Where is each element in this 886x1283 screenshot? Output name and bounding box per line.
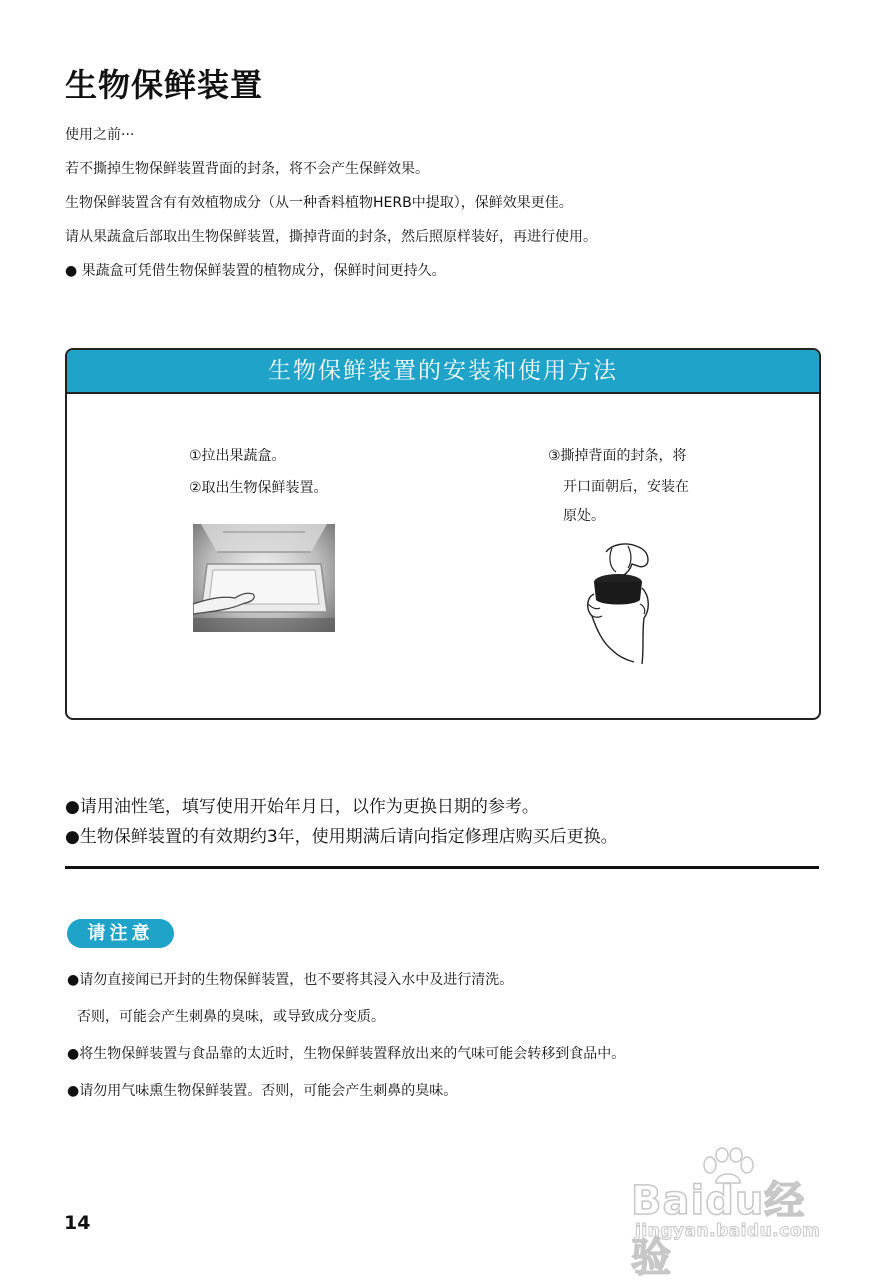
- page-number: 14: [64, 1212, 91, 1234]
- crisper-drawer-photo: [193, 524, 335, 632]
- section-divider: [65, 866, 819, 869]
- step-3-line-2: 开口面朝后，安装在: [563, 479, 689, 495]
- caution-item: ●请勿用气味熏生物保鲜装置。否则，可能会产生刺鼻的臭味。: [67, 1083, 458, 1099]
- watermark-brand: Baidu经验: [631, 1178, 806, 1281]
- install-box-header: 生物保鲜装置的安装和使用方法: [67, 350, 819, 394]
- page-title: 生物保鲜装置: [65, 66, 264, 104]
- notes-section: [65, 795, 618, 855]
- intro-line: 若不撕掉生物保鲜装置背面的封条，将不会产生保鲜效果。: [65, 161, 429, 177]
- caution-item: 否则，可能会产生刺鼻的臭味，或导致成分变质。: [77, 1009, 385, 1025]
- watermark-url: jingyan.baidu.com: [635, 1221, 821, 1241]
- install-instructions-box: [65, 348, 821, 720]
- baidu-watermark: [625, 1143, 835, 1281]
- caution-item: ●将生物保鲜装置与食品靠的太近时，生物保鲜装置释放出来的气味可能会转移到食品中。: [67, 1046, 626, 1062]
- note-line: ●生物保鲜装置的有效期约3年，使用期满后请向指定修理店购买后更换。: [65, 827, 618, 847]
- intro-line: 使用之前···: [65, 127, 135, 143]
- note-line: ●请用油性笔，填写使用开始年月日，以作为更换日期的参考。: [65, 797, 539, 817]
- hands-installing-device-illustration: [582, 538, 666, 670]
- intro-line: 生物保鲜装置含有有效植物成分（从一种香料植物HERB中提取），保鲜效果更佳。: [65, 195, 573, 211]
- caution-badge: 请注意: [67, 919, 174, 948]
- intro-line: 请从果蔬盒后部取出生物保鲜装置，撕掉背面的封条，然后照原样装好，再进行使用。: [65, 229, 597, 245]
- step-3-line-1: ③撕掉背面的封条，将: [548, 448, 687, 464]
- step-1: ①拉出果蔬盒。: [189, 448, 286, 464]
- caution-item: ●请勿直接闻已开封的生物保鲜装置，也不要将其浸入水中及进行清洗。: [67, 972, 514, 988]
- step-3-line-3: 原处。: [563, 508, 605, 524]
- step-2: ②取出生物保鲜装置。: [189, 480, 328, 496]
- caution-section: [67, 970, 625, 1118]
- intro-section: [65, 125, 825, 295]
- intro-bullet: ● 果蔬盒可凭借生物保鲜装置的植物成分，保鲜时间更持久。: [65, 263, 446, 279]
